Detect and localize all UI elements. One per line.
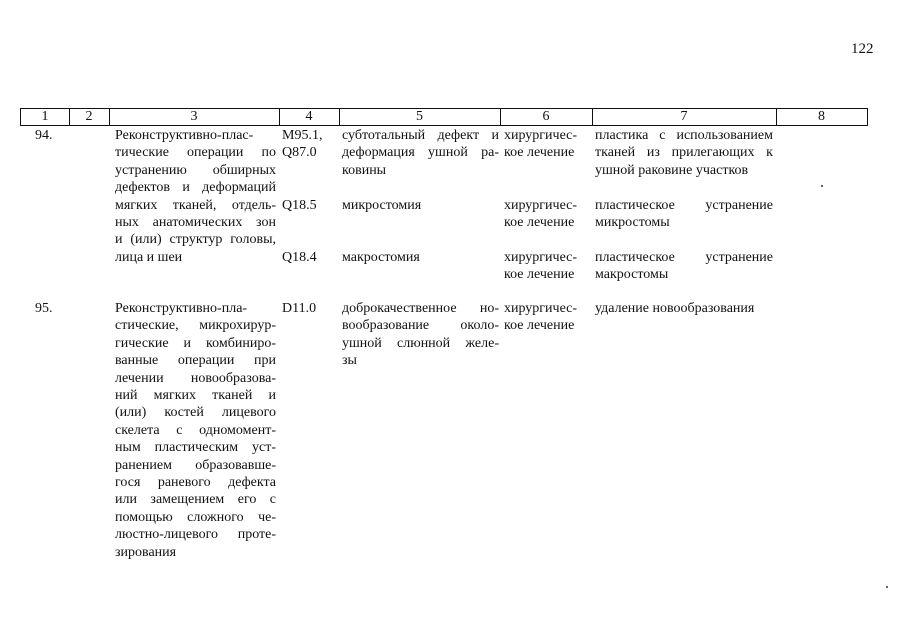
method-group-line: Реконструктивно-плас- (115, 128, 254, 143)
method-group-line: дефектов и деформаций (115, 180, 276, 196)
treatment-line: кое лечение (504, 318, 575, 334)
diagnosis-line: ушной слюнной желе- (342, 335, 499, 351)
icd-codes (282, 127, 322, 162)
treatment-method (595, 197, 773, 232)
scan-speck (886, 586, 888, 588)
diagnosis-line: доброкачественное но- (342, 301, 499, 316)
icd-code: Q87.0 (282, 145, 317, 161)
method-group-line: и (или) структур головы, (115, 232, 276, 248)
treatment-method (595, 300, 754, 317)
method-group-line: стические, микрохирур- (115, 318, 276, 334)
diagnosis-line: деформация ушной ра- (342, 145, 499, 161)
method-group-line: лица и шеи (115, 249, 183, 265)
method-group-line: люстно-лицевого проте- (115, 527, 276, 543)
method-group-line: или замещением его с (115, 492, 276, 508)
row-number: 95. (35, 301, 53, 316)
method-group-line: гические и комбиниро- (115, 335, 276, 351)
treatment-line: хирургичес- (504, 250, 578, 265)
diagnosis (342, 300, 499, 370)
diagnosis (342, 197, 421, 214)
treatment-line: кое лечение (504, 215, 575, 231)
treatment-method-line: пластическое устранение (595, 250, 773, 265)
method-group-line: ний мягких тканей и (115, 388, 276, 404)
method-group-line: ранением образовавше- (115, 457, 276, 473)
header-col-3: 3 (190, 109, 198, 124)
method-group-line: Реконструктивно-пла- (115, 301, 248, 316)
treatment-type (504, 197, 577, 232)
method-group-line: гося раневого дефекта (115, 475, 276, 491)
page-number: 122 (851, 41, 874, 57)
method-group-line: устранению обширных (115, 162, 276, 178)
treatment-method-line: пластика с использованием (595, 128, 773, 143)
method-group-line: мягких тканей, отдель- (115, 197, 276, 213)
header-col-1: 1 (41, 109, 49, 124)
icd-code: D11.0 (282, 301, 317, 316)
icd-code: Q18.4 (282, 250, 317, 265)
header-col-6: 6 (542, 109, 550, 124)
scan-speck (821, 185, 823, 187)
icd-codes (282, 249, 317, 266)
diagnosis-line: макростомия (342, 250, 420, 265)
icd-code: M95.1, (282, 128, 323, 143)
header-col-5: 5 (416, 109, 423, 124)
diagnosis-line: микростомия (342, 198, 422, 213)
method-group-line: зирования (115, 544, 177, 560)
icd-codes (282, 300, 316, 317)
treatment-method-line: удаление новообразования (595, 301, 755, 316)
treatment-type (504, 249, 577, 284)
diagnosis (342, 249, 420, 266)
method-group-line: помощью сложного че- (115, 509, 276, 525)
method-group (115, 300, 276, 561)
treatment-method-line: ушной раковине участков (595, 162, 749, 178)
icd-codes (282, 197, 317, 214)
header-col-4: 4 (305, 109, 313, 124)
treatment-type (504, 127, 577, 162)
treatment-method-line: микростомы (595, 215, 670, 231)
method-group-line: лечении новообразова- (115, 370, 276, 386)
treatment-line: хирургичес- (504, 198, 578, 213)
method-group-line: ным пластическим уст- (115, 440, 276, 456)
method-group-line: ванные операции при (115, 353, 276, 369)
treatment-method-line: тканей из прилегающих к (595, 145, 773, 161)
diagnosis-line: ковины (342, 162, 387, 178)
header-col-7: 7 (680, 109, 688, 124)
treatment-method (595, 249, 773, 284)
table-header-row (20, 108, 868, 126)
treatment-line: хирургичес- (504, 301, 578, 316)
method-group (115, 127, 276, 266)
diagnosis-line: зы (342, 353, 357, 369)
method-group-line: (или) костей лицевого (115, 405, 276, 421)
treatment-method (595, 127, 773, 179)
row-number: 94. (35, 128, 53, 143)
diagnosis-line: субтотальный дефект и (342, 128, 499, 143)
treatment-method-line: макростомы (595, 267, 669, 283)
diagnosis (342, 127, 499, 179)
treatment-line: кое лечение (504, 267, 575, 283)
treatment-type (504, 300, 577, 335)
method-group-line: ных анатомических зон (115, 215, 276, 231)
method-group-line: скелета с одномомент- (115, 422, 276, 438)
header-col-2: 2 (85, 109, 93, 124)
icd-code: Q18.5 (282, 198, 317, 213)
method-group-line: тические операции по (115, 145, 276, 161)
treatment-method-line: пластическое устранение (595, 198, 773, 213)
treatment-line: кое лечение (504, 145, 575, 161)
header-col-8: 8 (818, 109, 825, 124)
diagnosis-line: вообразование около- (342, 318, 499, 334)
treatment-line: хирургичес- (504, 128, 578, 143)
